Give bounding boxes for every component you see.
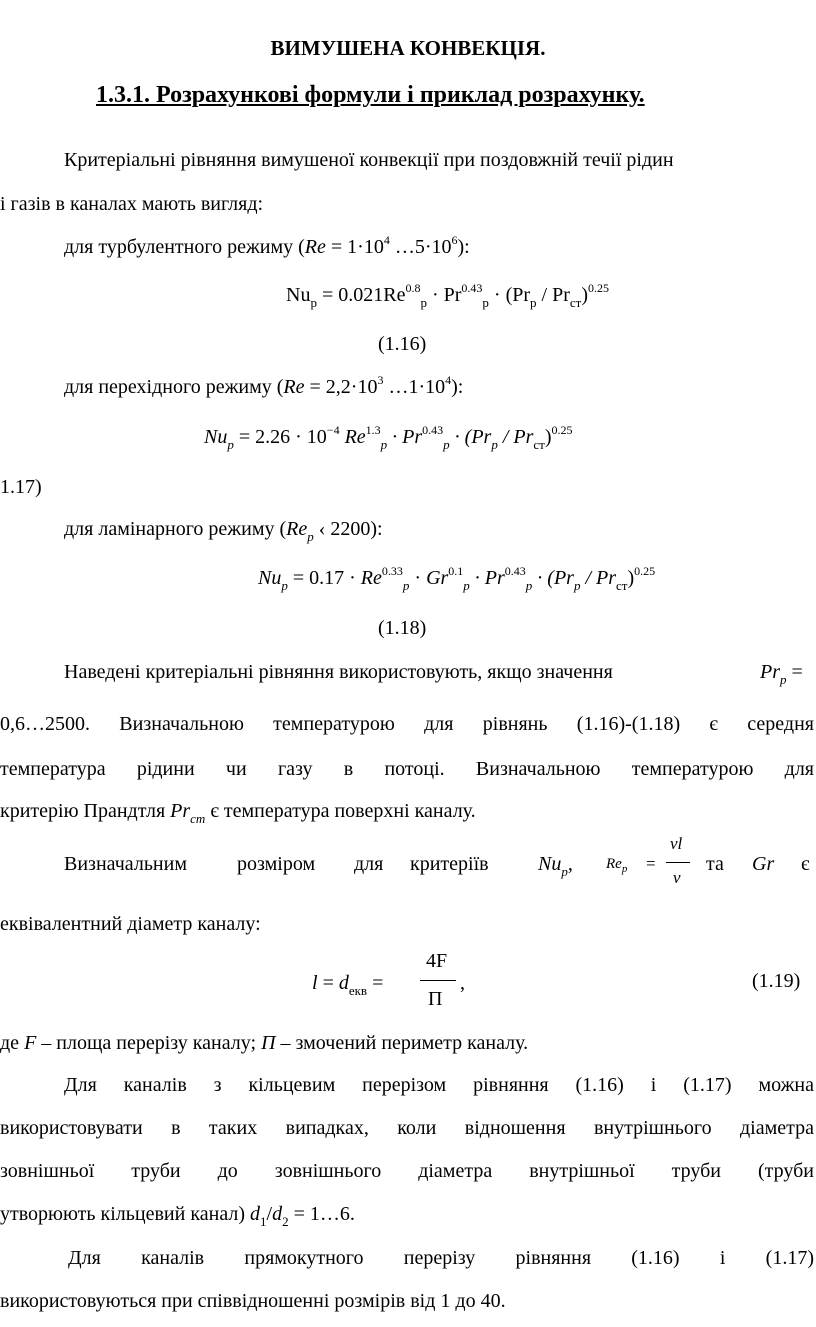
intro-line-1: Критеріальні рівняння вимушеної конвекції при поздовжній течії рідин	[64, 149, 674, 171]
size-line-2: еквівалентний діаметр каналу:	[0, 913, 261, 935]
rect-line-2: використовуються при співвідношенні розмірів від 1 до 40.	[0, 1290, 506, 1312]
applicability-line-4: критерію Прандтля $Pr_{ст}$ є температура поверхні каналу.	[0, 800, 476, 826]
applicability-line-3: температура рідини чи газу в потоці. Визначальною температурою для	[0, 758, 814, 780]
ring-line-2: використовувати в таких випадках, коли відношення внутрішнього діаметра	[0, 1117, 814, 1139]
formula-laminar: $Nu_p = 0.17 \cdot Re^{0.33}_p \cdot Gr^{0.1}_p \cdot Pr^{0.43}_p \cdot (Pr_p / Pr_{ст})^{0.25}$	[258, 564, 656, 593]
size-word-4: критеріїв	[410, 853, 489, 875]
size-word-3: для	[354, 853, 384, 875]
size-word-ye: є	[801, 853, 810, 875]
ring-line-1: Для каналів з кільцевим перерізом рівняння (1.16) і (1.17) можна	[64, 1074, 814, 1096]
section-subheading: 1.3.1. Розрахункові формули і приклад розрахунку.	[96, 82, 645, 108]
equation-number-1-18: (1.18)	[378, 617, 427, 639]
intro-line-2: і газів в каналах мають вигляд:	[0, 193, 264, 215]
transitional-label: для перехідного режиму ($Re = 2,2\cdot 10^3$ $\dots 1\cdot 10^4$):	[64, 373, 464, 398]
applicability-pr-value: $Pr_p$ =	[760, 661, 803, 687]
size-gr-symbol: Gr	[752, 853, 775, 875]
formula-transitional: $Nu_p = 2.26 \cdot 10^{-4}$ $Re^{1.3}_p \cdot Pr^{0.43}_p \cdot (Pr_p / Pr_{ст})^{0.25}$	[204, 423, 573, 452]
equation-number-1-16: (1.16)	[378, 333, 427, 355]
reynolds-definition: $Re_p$ = νl ν	[606, 834, 692, 890]
where-definitions: де F – площа перерізу каналу; П – змочений периметр каналу.	[0, 1032, 529, 1054]
ring-line-3: зовнішньої труби до зовнішнього діаметра внутрішньої труби (труби	[0, 1160, 814, 1182]
fraction-bar	[420, 980, 456, 981]
applicability-line-1: Наведені критеріальні рівняння використовують, якщо значення	[64, 661, 613, 683]
laminar-label: для ламінарного режиму ($Re_p$ ‹ 2200):	[64, 518, 383, 544]
equation-number-1-19: (1.19)	[752, 970, 801, 992]
size-word-1: Визначальним	[64, 853, 187, 875]
rect-line-1: Для каналів прямокутного перерізу рівняння (1.16) і (1.17)	[68, 1247, 814, 1269]
ring-line-4: утворюють кільцевий канал) $d_1/d_2$ = 1…6.	[0, 1203, 355, 1229]
formula-equivalent-diameter: $l = d_{екв}$ = 4F Π ,	[312, 950, 465, 1010]
page-heading: ВИМУШЕНА КОНВЕКЦІЯ.	[270, 36, 546, 60]
applicability-line-2: 0,6…2500. Визначальною температурою для рівнянь (1.16)-(1.18) є середня	[0, 713, 814, 735]
size-nu-symbol: $Nu_p$,	[538, 853, 573, 879]
size-word-ta: та	[706, 853, 724, 875]
formula-turbulent: $Nu_р = 0.021Re^{0.8}_р \cdot Pr^{0.43}_р \cdot (Pr_р / Pr_{ст})^{0.25}$	[286, 281, 609, 310]
size-word-2: розміром	[237, 853, 316, 875]
equation-number-1-17: 1.17)	[0, 476, 42, 498]
turbulent-label: для турбулентного режиму ($Re = 1\cdot 10^4$ $\dots 5\cdot 10^6$):	[64, 233, 470, 258]
fraction-bar	[666, 862, 690, 863]
